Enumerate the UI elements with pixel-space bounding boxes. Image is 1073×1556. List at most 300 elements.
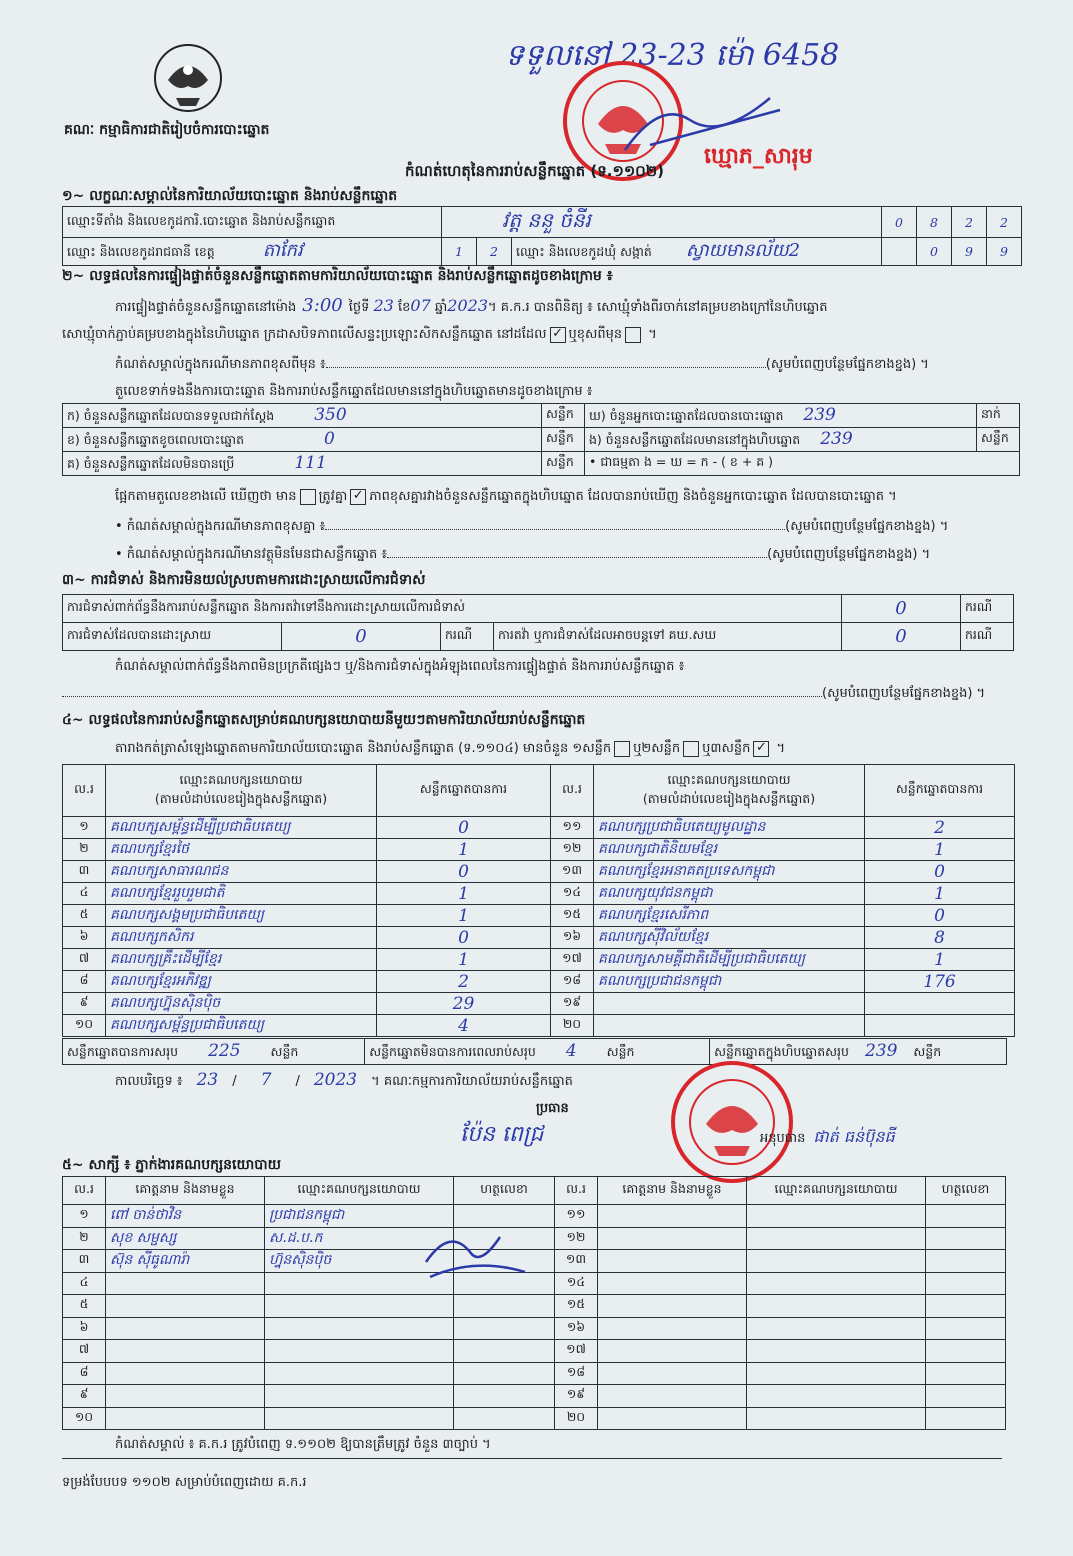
official-stamp-bottom — [668, 1058, 796, 1186]
witness-no: ១ — [63, 1205, 106, 1228]
witness-sign — [926, 1227, 1006, 1250]
result-row — [63, 1015, 1015, 1037]
witness-no: ១៦ — [555, 1317, 598, 1340]
seal-line: សោឃ្មុំចាក់ភ្ជាប់គម្របខាងក្នុងនៃហិបឆ្នោត ក្រដាសបិទភាពលើសន្ទះប្រឡោះសិកសន្លឹកឆ្នោត នៅដដែល ✓ ឬខុសពីមុន ។ — [62, 325, 657, 342]
value: 111 — [294, 452, 327, 473]
secretary-line — [760, 1126, 895, 1150]
chief-label: ប្រធាន — [536, 1101, 569, 1116]
witness-row — [63, 1272, 1006, 1295]
date-year: 2023 — [313, 1070, 358, 1090]
bullet-objects — [115, 545, 930, 565]
col-no: ល.រ — [551, 765, 594, 817]
commune-cell — [512, 238, 882, 266]
objections-table — [62, 594, 1014, 651]
value: 350 — [314, 404, 347, 425]
party-name: គណបក្សខ្មែរអនាគតប្រទេសកម្ពុជា — [594, 861, 865, 883]
witness-no: ៧ — [63, 1340, 106, 1363]
party-no: ៣ — [63, 861, 106, 883]
witness-name — [598, 1385, 747, 1408]
witness-name — [598, 1407, 747, 1430]
diff-note — [115, 355, 929, 375]
unit: សន្លឹក — [542, 428, 585, 452]
footer-rule — [62, 1458, 1002, 1459]
col-party — [594, 765, 865, 817]
witness-no: ២ — [63, 1227, 106, 1250]
dotted-line — [325, 517, 785, 530]
party-no: ១ — [63, 817, 106, 839]
unit: ករណី — [961, 595, 1014, 623]
witness-party — [747, 1272, 926, 1295]
text: ឃ) ចំនួនអ្នកបោះឆ្នោតដែលបានបោះឆ្នោត — [589, 407, 784, 423]
party-no: ១៩ — [551, 993, 594, 1015]
section5-heading: ៥~ សាក្សី ៖ ភ្នាក់ងារគណបក្សនយោបាយ — [62, 1157, 281, 1173]
text: ត្រូវគ្នា — [318, 489, 348, 504]
section1-table — [62, 206, 1022, 266]
day-value: 23 — [373, 296, 394, 315]
escalated-label: ការតវ៉ា ឬការជំទាស់ដែលអាចបន្តទៅ គឃ.សឃ — [494, 623, 842, 651]
figure-ko — [63, 452, 542, 476]
match-checkbox[interactable] — [300, 489, 316, 505]
witness-name — [106, 1340, 265, 1363]
text: (សូមបំពេញបន្ថែមផ្នែកខាងខ្នង) ។ — [822, 686, 986, 701]
station-code-digit: 8 — [917, 207, 952, 238]
witness-sign — [454, 1317, 555, 1340]
text: សន្លឹកឆ្នោតបានការសរុប — [67, 1043, 179, 1059]
party-name: គណបក្សហ្វ៊ុនស៊ិនប៉ិច — [106, 993, 377, 1015]
witness-party — [747, 1362, 926, 1385]
result-row — [63, 883, 1015, 905]
witness-name — [106, 1362, 265, 1385]
text: សោឃ្មុំចាក់ភ្ជាប់គម្របខាងក្នុងនៃហិបឆ្នោត ក្រដាសបិទភាពលើសន្ទះប្រឡោះសិកសន្លឹកឆ្នោត នៅដដែល — [62, 327, 547, 342]
text: (តាមលំដាប់លេខរៀងក្នុងសន្លឹកឆ្នោត) — [154, 790, 328, 806]
unit: ករណី — [441, 623, 494, 651]
party-name: គណបក្សខ្មែរសេរីភាព — [594, 905, 865, 927]
col-party: ឈ្មោះគណបក្សនយោបាយ — [265, 1177, 454, 1205]
witness-no: ៤ — [63, 1272, 106, 1295]
witness-no: ៨ — [63, 1362, 106, 1385]
party-name: គណបក្សខ្មែរថៃ — [106, 839, 377, 861]
results-table — [62, 764, 1015, 1037]
figures-intro: តួលេខទាក់ទងនឹងការបោះឆ្នោត និងការរាប់សន្លឹកឆ្នោតដែលមាននៅក្នុងហិបឆ្នោតមានដូចខាងក្រោម ៖ — [115, 384, 593, 399]
witness-party — [747, 1250, 926, 1273]
party-votes: 176 — [865, 971, 1015, 993]
text: ឆ្នាំ — [434, 300, 448, 315]
party-name: គណបក្សគ្រឹះដើម្បីខ្មែរ — [106, 949, 377, 971]
col-votes: សន្លឹកឆ្នោតបានការ — [377, 765, 551, 817]
col-name: គោត្តនាម និងនាមខ្លួន — [598, 1177, 747, 1205]
party-name: គណបក្សសម្ព័ន្ធប្រជាធិបតេយ្យ — [106, 1015, 377, 1037]
result-row — [63, 905, 1015, 927]
witness-no: ៥ — [63, 1295, 106, 1318]
col-sign: ហត្ថលេខា — [926, 1177, 1006, 1205]
value: 239 — [820, 428, 853, 449]
objection-label: ការជំទាស់ពាក់ព័ន្ធនឹងការរាប់សន្លឹកឆ្នោត និងការតវ៉ាទៅនឹងការដោះស្រាយលើការជំទាស់ — [63, 595, 842, 623]
party-no: ២ — [63, 839, 106, 861]
party-votes: 1 — [377, 949, 551, 971]
text: ការផ្ទៀងផ្ទាត់ចំនួនសន្លឹកឆ្នោតនៅម៉ោង — [115, 300, 297, 315]
witness-sign — [926, 1407, 1006, 1430]
result-row — [63, 949, 1015, 971]
witness-row — [63, 1385, 1006, 1408]
commune-label: ឈ្មោះ និងលេខកូដឃុំ សង្កាត់ — [516, 244, 652, 259]
footer-form: ទម្រង់បែបបទ ១១០២ សម្រាប់បំពេញដោយ គ.ក.រ — [62, 1475, 307, 1490]
year-value: 2023 — [447, 296, 488, 315]
party-no: ៧ — [63, 949, 106, 971]
text: ក) ចំនួនសន្លឹកឆ្នោតដែលបានទទួលជាក់ស្តែង — [67, 407, 275, 423]
witness-sign — [926, 1385, 1006, 1408]
objection-value: 0 — [842, 595, 961, 623]
handwritten-reference: ទទួលនៅ 23-23 ម៉ោ 6458 — [505, 38, 840, 73]
secretary-signature: ផាត់ ធន់ប៊ុនធី — [813, 1127, 895, 1146]
text: • កំណត់សម្គាល់ក្នុងករណីមានវត្ថុមិនមែនជាសន្លឹកឆ្នោត ៖ — [115, 547, 388, 562]
witness-no: ២០ — [555, 1407, 598, 1430]
party-votes: 8 — [865, 927, 1015, 949]
party-name: គណបក្សយុវជនកម្ពុជា — [594, 883, 865, 905]
col-sign: ហត្ថលេខា — [454, 1177, 555, 1205]
irregularity-fill — [62, 684, 985, 704]
form-title: កំណត់ហេតុនៃការរាប់សន្លឹកឆ្នោត (ទ.១១០២) — [405, 162, 665, 180]
witness-sign — [454, 1407, 555, 1430]
irregularity-note: កំណត់សម្គាល់ពាក់ព័ន្ធនឹងភាពមិនប្រក្រតីផ្សេងៗ ឬ/និងការជំទាស់ក្នុងអំឡុងពេលនៃការផ្ទៀងផ្ទាត់ និងការរាប់សន្លឹកឆ្នោត ៖ — [115, 659, 685, 674]
value: 225 — [208, 1040, 241, 1061]
text: (សូមបំពេញបន្ថែមផ្នែកខាងខ្នង) ។ — [785, 519, 949, 534]
witness-no: ៦ — [63, 1317, 106, 1340]
text: ង) ចំនួនសន្លឹកឆ្នោតដែលមាននៅក្នុងហិបឆ្នោត — [589, 431, 801, 447]
party-no: ១៣ — [551, 861, 594, 883]
time-value: 3:00 — [302, 295, 343, 316]
party-name — [594, 993, 865, 1015]
party-name: គណបក្សជាតិនិយមខ្មែរ — [594, 839, 865, 861]
party-name: គណបក្សខ្មែរអភិវឌ្ឍ — [106, 971, 377, 993]
witness-row — [63, 1317, 1006, 1340]
witness-no: ១០ — [63, 1407, 106, 1430]
witness-party — [747, 1317, 926, 1340]
col-votes: សន្លឹកឆ្នោតបានការ — [865, 765, 1015, 817]
witness-no: ១៨ — [555, 1362, 598, 1385]
witness-sign — [454, 1295, 555, 1318]
text: (សូមបំពេញបន្ថែមផ្នែកខាងខ្នង) ។ — [765, 357, 929, 372]
station-name: វត្ត ននួ ចំនីរ — [442, 207, 882, 238]
witness-sign — [454, 1340, 555, 1363]
witness-no: ១២ — [555, 1227, 598, 1250]
org-name: គណៈ កម្មាធិការជាតិរៀបចំការបោះឆ្នោត — [64, 122, 270, 138]
difference-checkbox[interactable]: ✓ — [350, 489, 366, 505]
stamp-note: ឃ្មោភ_សារុម — [704, 144, 813, 169]
text: កាលបរិច្ឆេទ ៖ — [115, 1074, 183, 1089]
party-votes: 0 — [865, 861, 1015, 883]
witness-name: ពៅ ចាន់ថាវិន — [106, 1205, 265, 1228]
witness-name — [598, 1227, 747, 1250]
verification-line — [115, 295, 828, 318]
witness-party — [747, 1340, 926, 1363]
col-party — [106, 765, 377, 817]
col-no: ល.រ — [555, 1177, 598, 1205]
value: 4 — [565, 1040, 577, 1061]
witness-party: ប្រជាជនកម្ពុជា — [265, 1205, 454, 1228]
formula: • ជាធម្មតា ង = ឃ = ក - ( ខ + គ ) — [585, 452, 1020, 476]
value: 239 — [864, 1040, 898, 1061]
witness-party — [265, 1385, 454, 1408]
party-votes: 0 — [377, 817, 551, 839]
witness-no: ១៤ — [555, 1272, 598, 1295]
resolved-label: ការជំទាស់ដែលបានដោះស្រាយ — [63, 623, 282, 651]
text: (សូមបំពេញបន្ថែមផ្នែកខាងខ្នង) ។ — [767, 547, 931, 562]
party-votes: 1 — [377, 905, 551, 927]
witness-party: ហ្វ៊ុនស៊ិនប៉ិច — [265, 1250, 454, 1273]
text: ថ្ងៃទី — [348, 300, 370, 315]
text: ខែ — [398, 300, 411, 315]
unit: សន្លឹក — [977, 428, 1020, 452]
party-votes: 29 — [377, 993, 551, 1015]
chief-signature: ប៉ែន ពេជ្រ — [460, 1122, 544, 1147]
dotted-line — [62, 684, 822, 697]
witness-party — [265, 1407, 454, 1430]
party-name: គណបក្សស៊ីវិល័យខ្មែរ — [594, 927, 865, 949]
footer-note: កំណត់សម្គាល់ ៖ គ.ក.រ ត្រូវបំពេញ ទ.១១០២ ឱ្យបានត្រឹមត្រូវ ចំនួន ៣ច្បាប់ ។ — [115, 1437, 491, 1452]
three-sheet-checkbox[interactable]: ✓ — [753, 741, 769, 757]
text: ។ គណៈកម្មការការិយាល័យរាប់សន្លឹកឆ្នោត — [371, 1074, 573, 1089]
date-day: 23 — [196, 1070, 219, 1090]
party-votes: 0 — [377, 927, 551, 949]
witness-name — [598, 1205, 747, 1228]
witness-party — [265, 1362, 454, 1385]
witness-no: ១៩ — [555, 1385, 598, 1408]
witness-name — [598, 1272, 747, 1295]
party-votes: 2 — [377, 971, 551, 993]
witness-no: ១១ — [555, 1205, 598, 1228]
party-no: ៦ — [63, 927, 106, 949]
witness-name — [106, 1295, 265, 1318]
party-name: គណបក្សកសិករ — [106, 927, 377, 949]
province-label: ឈ្មោះ និងលេខកូដរាជធានី ខេត្ត — [67, 244, 215, 259]
party-name: គណបក្សប្រជាធិបតេយ្យមូលដ្ឋាន — [594, 817, 865, 839]
witness-sign — [926, 1340, 1006, 1363]
party-votes: 0 — [865, 905, 1015, 927]
result-row — [63, 861, 1015, 883]
text: គ) ចំនួនសន្លឹកឆ្នោតដែលមិនបានប្រើ — [67, 455, 235, 471]
party-no: ២០ — [551, 1015, 594, 1037]
witness-sign — [926, 1362, 1006, 1385]
totals-table — [62, 1038, 1007, 1065]
party-no: ៩ — [63, 993, 106, 1015]
commune-code-digit: 0 — [917, 238, 952, 266]
witness-party — [747, 1205, 926, 1228]
witness-no: ១៣ — [555, 1250, 598, 1273]
witness-sign — [926, 1295, 1006, 1318]
witness-name — [106, 1272, 265, 1295]
commune-code-digit: 9 — [987, 238, 1022, 266]
col-no: ល.រ — [63, 1177, 106, 1205]
party-no: ១០ — [63, 1015, 106, 1037]
witness-sign — [454, 1362, 555, 1385]
witness-row — [63, 1227, 1006, 1250]
text: • កំណត់សម្គាល់ក្នុងករណីមានភាពខុសគ្នា ៖ — [115, 519, 326, 534]
party-votes — [865, 993, 1015, 1015]
text: សន្លឹកឆ្នោតក្នុងហិបឆ្នោតសរុប — [714, 1043, 849, 1059]
witness-sign — [926, 1205, 1006, 1228]
party-votes: 1 — [377, 883, 551, 905]
figures-table — [62, 403, 1020, 476]
witness-party: ស.ដ.ប.ក — [265, 1227, 454, 1250]
witness-party — [747, 1227, 926, 1250]
commune-code-spacer — [882, 238, 917, 266]
province-name: តាកែវ — [262, 240, 303, 261]
witness-party — [747, 1385, 926, 1408]
party-no: ១២ — [551, 839, 594, 861]
unit: ករណី — [961, 623, 1014, 651]
total-valid — [63, 1039, 365, 1065]
witness-name — [598, 1340, 747, 1363]
section3-heading: ៣~ ការជំទាស់ និងការមិនយល់ស្របតាមការដោះស្រាយលើការជំទាស់ — [62, 572, 426, 588]
witness-name — [106, 1407, 265, 1430]
party-no: ១៥ — [551, 905, 594, 927]
witness-party — [265, 1317, 454, 1340]
date-month: 7 — [260, 1070, 272, 1090]
figure-ka — [63, 404, 542, 428]
month-value: 07 — [410, 296, 431, 315]
party-votes — [865, 1015, 1015, 1037]
witness-sign — [926, 1250, 1006, 1273]
text: ឬខុសពីមុន — [568, 327, 623, 342]
dotted-line — [326, 355, 766, 368]
dotted-line — [387, 545, 767, 558]
party-votes: 1 — [865, 949, 1015, 971]
match-check-line — [115, 488, 897, 507]
party-votes: 1 — [377, 839, 551, 861]
result-row — [63, 927, 1015, 949]
result-row — [63, 839, 1015, 861]
value: 0 — [324, 428, 335, 449]
text: ឈ្មោះគណបក្សនយោបាយ — [179, 771, 303, 787]
party-no: ៤ — [63, 883, 106, 905]
section2-heading: ២~ លទ្ធផលនៃការផ្ទៀងផ្ទាត់ចំនួនសន្លឹកឆ្នោតតាមការិយាល័យបោះឆ្នោត និងរាប់សន្លឹកឆ្នោតដូចខាងក្រោម ៖ — [62, 268, 613, 284]
section4-heading: ៤~ លទ្ធផលនៃការរាប់សន្លឹកឆ្នោតសម្រាប់គណបក្សនយោបាយនីមួយៗតាមការិយាល័យរាប់សន្លឹកឆ្នោត — [62, 712, 586, 728]
party-name: គណបក្សសង្គមប្រជាធិបតេយ្យ — [106, 905, 377, 927]
witness-name — [106, 1317, 265, 1340]
witness-party — [747, 1295, 926, 1318]
station-code-digit: 2 — [952, 207, 987, 238]
figure-ngo — [585, 428, 977, 452]
witness-name — [598, 1317, 747, 1340]
witness-row — [63, 1295, 1006, 1318]
text: ឬ២សន្លឹក — [633, 741, 681, 756]
witness-no: ១៥ — [555, 1295, 598, 1318]
total-invalid — [365, 1039, 710, 1065]
unit: សន្លឹក — [542, 404, 585, 428]
figure-kho — [585, 404, 977, 428]
station-label: ឈ្មោះទីតាំង និងលេខកូដការិ.បោះឆ្នោត និងរាប់សន្លឹកឆ្នោត — [63, 207, 442, 238]
witness-row — [63, 1340, 1006, 1363]
witness-name — [598, 1250, 747, 1273]
party-votes: 4 — [377, 1015, 551, 1037]
unit: នាក់ — [977, 404, 1020, 428]
text: កំណត់សម្គាល់ក្នុងករណីមានភាពខុសពីមុន ៖ — [115, 357, 326, 372]
result-row — [63, 993, 1015, 1015]
witness-party — [747, 1407, 926, 1430]
text: ឬ៣សន្លឹក — [702, 741, 751, 756]
national-emblem-logo — [150, 40, 226, 116]
commune-code-digit: 9 — [952, 238, 987, 266]
party-votes: 0 — [377, 861, 551, 883]
unit: សន្លឹក — [606, 1043, 635, 1059]
witness-name: សុខ សម្ផស្ស — [106, 1227, 265, 1250]
col-no: ល.រ — [63, 765, 106, 817]
col-party: ឈ្មោះគណបក្សនយោបាយ — [747, 1177, 926, 1205]
escalated-value: 0 — [842, 623, 961, 651]
text: ភាពខុសគ្នារវាងចំនួនសន្លឹកឆ្នោតក្នុងហិបឆ្នោត ដែលបានរាប់ឃើញ និងចំនួនអ្នកបោះឆ្នោត ដែលបានបោះឆ្នោត ។ — [369, 489, 897, 504]
text: អនុបធាន — [760, 1131, 806, 1146]
witness-no: ៣ — [63, 1250, 106, 1273]
figure-kha — [63, 428, 542, 452]
witness-row — [63, 1407, 1006, 1430]
commune-name: ស្វាយមានល័យ2 — [685, 240, 801, 261]
party-name: គណបក្សខ្មែររួបរួមជាតិ — [106, 883, 377, 905]
witness-sign — [926, 1272, 1006, 1295]
text: ឈ្មោះគណបក្សនយោបាយ — [667, 771, 791, 787]
province-code-digit: 1 — [442, 238, 477, 266]
result-row — [63, 817, 1015, 839]
unit: សន្លឹក — [542, 452, 585, 476]
party-no: ១៧ — [551, 949, 594, 971]
party-no: ១៦ — [551, 927, 594, 949]
witness-row — [63, 1205, 1006, 1228]
witness-sign — [926, 1317, 1006, 1340]
party-no: ៥ — [63, 905, 106, 927]
witness-sign — [454, 1385, 555, 1408]
party-name: គណបក្សសម្ព័ន្ធដើម្បីប្រជាធិបតេយ្យ — [106, 817, 377, 839]
party-name: គណបក្សសាមគ្គីជាតិដើម្បីប្រជាធិបតេយ្យ — [594, 949, 865, 971]
party-no: ៨ — [63, 971, 106, 993]
bullet-diff — [115, 517, 948, 537]
text: តារាងកត់ត្រាសំឡេងឆ្នោតតាមការិយាល័យបោះឆ្នោត និងរាប់សន្លឹកឆ្នោត (ទ.១១០៤) មានចំនួន ១សន្លឹក — [115, 741, 612, 756]
witness-name — [106, 1385, 265, 1408]
result-row — [63, 971, 1015, 993]
text: ខ) ចំនួនសន្លឹកឆ្នោតខូចពេលបោះឆ្នោត — [67, 431, 245, 447]
one-sheet-checkbox[interactable] — [614, 741, 630, 757]
text: សន្លឹកឆ្នោតមិនបានការពេលរាប់សរុប — [369, 1043, 536, 1059]
province-cell — [63, 238, 442, 266]
party-no: ១៤ — [551, 883, 594, 905]
party-no: ១៨ — [551, 971, 594, 993]
party-name: គណបក្សប្រជាជនកម្ពុជា — [594, 971, 865, 993]
witness-table — [62, 1176, 1006, 1430]
witness-signature-scribble — [420, 1222, 530, 1282]
witness-no: ១៧ — [555, 1340, 598, 1363]
witness-name — [598, 1362, 747, 1385]
text: (តាមលំដាប់លេខរៀងក្នុងសន្លឹកឆ្នោត) — [642, 790, 816, 806]
party-votes: 1 — [865, 883, 1015, 905]
value: 239 — [803, 404, 836, 425]
unit: សន្លឹក — [270, 1043, 299, 1059]
date-line: កាលបរិច្ឆេទ ៖ 23 / 7 / 2023 ។ គណៈកម្មការការិយាល័យរាប់សន្លឹកឆ្នោត — [115, 1070, 573, 1090]
party-name — [594, 1015, 865, 1037]
different-checkbox[interactable] — [625, 327, 641, 343]
unit: សន្លឹក — [913, 1043, 942, 1059]
same-checkbox[interactable]: ✓ — [550, 327, 566, 343]
witness-party — [265, 1340, 454, 1363]
witness-row — [63, 1250, 1006, 1273]
two-sheet-checkbox[interactable] — [683, 741, 699, 757]
party-name: គណបក្សសាធារណជន — [106, 861, 377, 883]
witness-no: ៩ — [63, 1385, 106, 1408]
text: ។ គ.ក.រ បានពិនិត្យ ៖ សោឃ្មុំទាំងពីរចាក់នៅគម្របខាងក្រៅនៃហិបឆ្នោត — [488, 300, 828, 315]
col-name: គោត្តនាម និងនាមខ្លួន — [106, 1177, 265, 1205]
province-code-digit: 2 — [477, 238, 512, 266]
party-votes: 2 — [865, 817, 1015, 839]
sheets-line: តារាងកត់ត្រាសំឡេងឆ្នោតតាមការិយាល័យបោះឆ្នោត និងរាប់សន្លឹកឆ្នោត (ទ.១១០៤) មានចំនួន ១សន្លឹក ឬ២សន្លឹក ឬ៣សន្លឹក ✓ ។ — [115, 739, 786, 756]
witness-name — [598, 1295, 747, 1318]
section1-heading: ១~ លក្ខណៈសម្គាល់នៃការិយាល័យបោះឆ្នោត និងរាប់សន្លឹកឆ្នោត — [62, 188, 398, 204]
